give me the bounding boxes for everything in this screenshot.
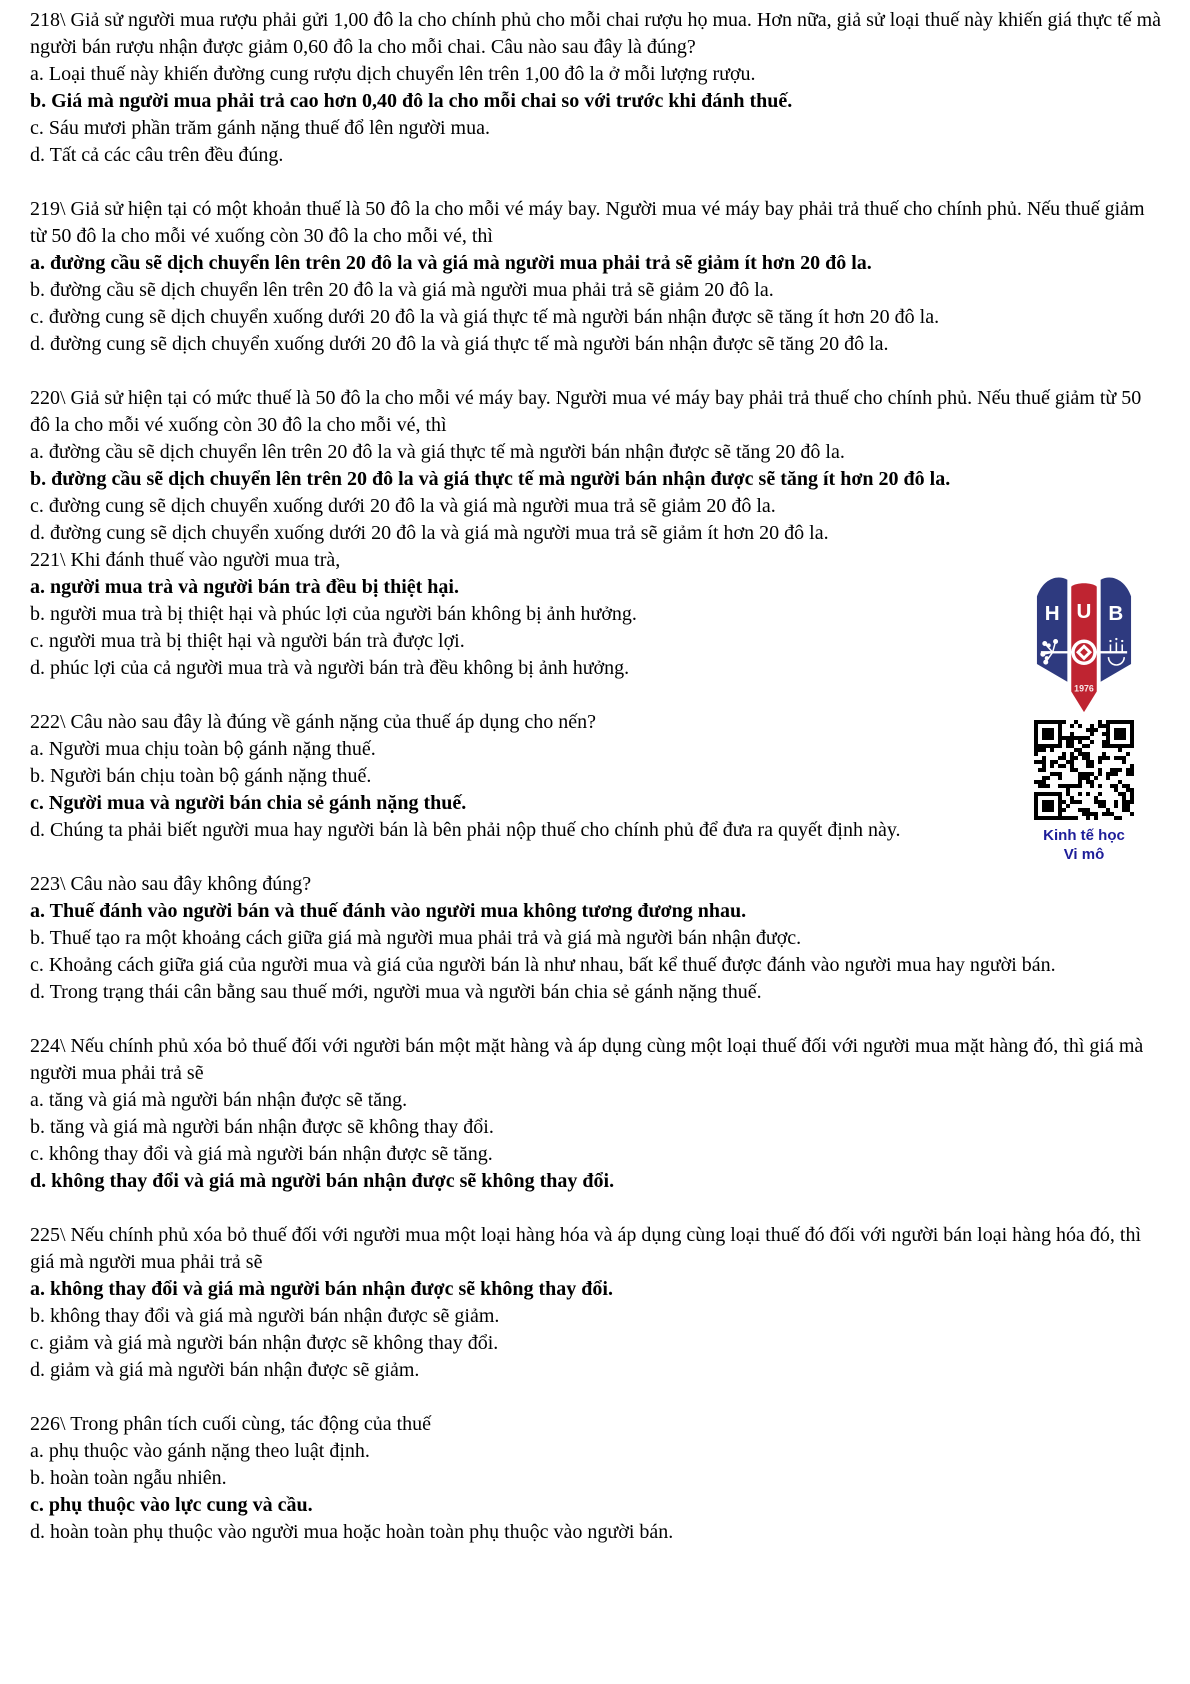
question-stem: 223\ Câu nào sau đây không đúng?	[30, 873, 312, 895]
answer-option: d. không thay đổi và giá mà người bán nhận được sẽ không thay đổi.	[30, 1170, 615, 1192]
answer-option: b. tăng và giá mà người bán nhận được sẽ không thay đổi.	[30, 1116, 494, 1138]
hub-letter-u: U	[1076, 599, 1092, 623]
question-options	[30, 574, 1163, 682]
answer-option: a. đường cầu sẽ dịch chuyển lên trên 20 đô la và giá mà người mua phải trả sẽ giảm ít hơn 20 đô la.	[30, 252, 872, 274]
hub-logo	[1033, 567, 1135, 716]
question-block	[30, 1222, 1163, 1384]
question-block	[30, 7, 1163, 169]
question-options	[30, 1276, 1163, 1384]
question-options	[30, 250, 1163, 358]
question-block	[30, 709, 1163, 844]
question-block	[30, 547, 1163, 682]
answer-option: a. đường cầu sẽ dịch chuyển lên trên 20 đô la và giá thực tế mà người bán nhận được sẽ tăng 20 đô la.	[30, 441, 845, 463]
hub-left-panel	[1037, 578, 1067, 682]
question-list-rest	[30, 547, 1163, 1546]
qr-caption-line2: Vi mô	[1063, 846, 1105, 863]
question-block	[30, 385, 1163, 547]
answer-option: c. giảm và giá mà người bán nhận được sẽ không thay đổi.	[30, 1332, 499, 1354]
question-options	[30, 736, 1163, 844]
answer-option: c. đường cung sẽ dịch chuyển xuống dưới 20 đô la và giá mà người mua trả sẽ giảm 20 đô la.	[30, 495, 776, 517]
question-stem: 224\ Nếu chính phủ xóa bỏ thuế đối với người bán một mặt hàng và áp dụng cùng một loại thuế đối với người mua mặt hàng đó, thì giá mà người mua phải trả sẽ	[30, 1035, 1144, 1084]
answer-option: b. người mua trà bị thiệt hại và phúc lợi của người bán không bị ảnh hưởng.	[30, 603, 637, 625]
hub-right-panel	[1101, 578, 1131, 682]
answer-option: d. đường cung sẽ dịch chuyển xuống dưới 20 đô la và giá mà người mua trả sẽ giảm ít hơn 20 đô la.	[30, 522, 829, 544]
answer-option: a. tăng và giá mà người bán nhận được sẽ tăng.	[30, 1089, 408, 1111]
answer-option: b. đường cầu sẽ dịch chuyển lên trên 20 đô la và giá thực tế mà người bán nhận được sẽ tăng ít hơn 20 đô la.	[30, 468, 951, 490]
answer-option: d. Tất cả các câu trên đều đúng.	[30, 144, 284, 166]
answer-option: b. Thuế tạo ra một khoảng cách giữa giá mà người mua phải trả và giá mà người bán nhận được.	[30, 927, 802, 949]
question-stem: 225\ Nếu chính phủ xóa bỏ thuế đối với người mua một loại hàng hóa và áp dụng cùng loại thuế đó đối với người bán loại hàng hóa đó, thì giá mà người mua phải trả sẽ	[30, 1224, 1142, 1273]
question-stem: 220\ Giả sử hiện tại có mức thuế là 50 đô la cho mỗi vé máy bay. Người mua vé máy bay phải trả thuế cho chính phủ. Nếu thuế giảm từ 50 đô la cho mỗi vé xuống còn 30 đô la cho mỗi vé, thì	[30, 387, 1142, 436]
question-stem: 221\ Khi đánh thuế vào người mua trà,	[30, 549, 341, 571]
answer-option: d. giảm và giá mà người bán nhận được sẽ giảm.	[30, 1359, 420, 1381]
answer-option: a. Thuế đánh vào người bán và thuế đánh vào người mua không tương đương nhau.	[30, 900, 747, 922]
question-options	[30, 1087, 1163, 1195]
hub-coin-icon	[1071, 640, 1096, 665]
answer-option: d. phúc lợi của cả người mua trà và người bán trà đều không bị ảnh hưởng.	[30, 657, 630, 679]
hub-year: 1976	[1074, 683, 1094, 694]
question-options	[30, 898, 1163, 1006]
qr-code	[1034, 720, 1134, 820]
answer-option: a. Loại thuế này khiến đường cung rượu dịch chuyển lên trên 1,00 đô la ở mỗi lượng rượu.	[30, 63, 756, 85]
answer-option: b. hoàn toàn ngẫu nhiên.	[30, 1467, 227, 1489]
answer-option: a. Người mua chịu toàn bộ gánh nặng thuế.	[30, 738, 376, 760]
answer-option: b. Giá mà người mua phải trả cao hơn 0,40 đô la cho mỗi chai so với trước khi đánh thuế.	[30, 90, 793, 112]
question-block	[30, 1033, 1163, 1195]
question-options	[30, 439, 1163, 547]
answer-option: c. đường cung sẽ dịch chuyển xuống dưới 20 đô la và giá thực tế mà người bán nhận được sẽ tăng ít hơn 20 đô la.	[30, 306, 940, 328]
answer-option: d. hoàn toàn phụ thuộc vào người mua hoặc hoàn toàn phụ thuộc vào người bán.	[30, 1521, 674, 1543]
answer-option: d. Trong trạng thái cân bằng sau thuế mới, người mua và người bán chia sẻ gánh nặng thuế.	[30, 981, 762, 1003]
answer-option: c. phụ thuộc vào lực cung và cầu.	[30, 1494, 313, 1516]
question-block	[30, 871, 1163, 1006]
hub-letter-h: H	[1044, 601, 1060, 625]
answer-option: c. người mua trà bị thiệt hại và người bán trà được lợi.	[30, 630, 465, 652]
question-stem: 219\ Giả sử hiện tại có một khoản thuế là 50 đô la cho mỗi vé máy bay. Người mua vé máy bay phải trả thuế cho chính phủ. Nếu thuế giảm từ 50 đô la cho mỗi vé xuống còn 30 đô la cho mỗi vé, thì	[30, 198, 1145, 247]
answer-option: d. đường cung sẽ dịch chuyển xuống dưới 20 đô la và giá thực tế mà người bán nhận được sẽ tăng 20 đô la.	[30, 333, 889, 355]
answer-option: b. Người bán chịu toàn bộ gánh nặng thuế.	[30, 765, 372, 787]
answer-option: b. đường cầu sẽ dịch chuyển lên trên 20 đô la và giá mà người mua phải trả sẽ giảm 20 đô la.	[30, 279, 774, 301]
answer-option: a. người mua trà và người bán trà đều bị thiệt hại.	[30, 576, 459, 598]
hub-letter-b: B	[1108, 601, 1124, 625]
answer-option: d. Chúng ta phải biết người mua hay người bán là bên phải nộp thuế cho chính phủ để đưa ra quyết định này.	[30, 819, 901, 841]
question-list-top	[30, 7, 1163, 547]
question-stem: 218\ Giả sử người mua rượu phải gửi 1,00 đô la cho chính phủ cho mỗi chai rượu họ mua. Hơn nữa, giả sử loại thuế này khiến giá thực tế mà người bán rượu nhận được giảm 0,60 đô la cho mỗi chai. Câu nào sau đây là đúng?	[30, 9, 1162, 58]
answer-option: a. phụ thuộc vào gánh nặng theo luật định.	[30, 1440, 370, 1462]
question-block	[30, 196, 1163, 358]
qr-caption	[1005, 826, 1163, 864]
answer-option: c. không thay đổi và giá mà người bán nhận được sẽ tăng.	[30, 1143, 493, 1165]
answer-option: a. không thay đổi và giá mà người bán nhận được sẽ không thay đổi.	[30, 1278, 613, 1300]
qr-caption-line1: Kinh tế học	[1043, 827, 1125, 844]
question-stem: 226\ Trong phân tích cuối cùng, tác động của thuế	[30, 1413, 432, 1435]
brand-block	[1005, 567, 1163, 864]
question-options	[30, 61, 1163, 169]
question-stem: 222\ Câu nào sau đây là đúng về gánh nặng của thuế áp dụng cho nến?	[30, 711, 596, 733]
answer-option: c. Khoảng cách giữa giá của người mua và giá của người bán là như nhau, bất kể thuế được đánh vào người mua hay người bán.	[30, 954, 1056, 976]
question-options	[30, 1438, 1163, 1546]
answer-option: b. không thay đổi và giá mà người bán nhận được sẽ giảm.	[30, 1305, 500, 1327]
answer-option: c. Sáu mươi phần trăm gánh nặng thuế đổ lên người mua.	[30, 117, 490, 139]
answer-option: c. Người mua và người bán chia sẻ gánh nặng thuế.	[30, 792, 467, 814]
question-block	[30, 1411, 1163, 1546]
